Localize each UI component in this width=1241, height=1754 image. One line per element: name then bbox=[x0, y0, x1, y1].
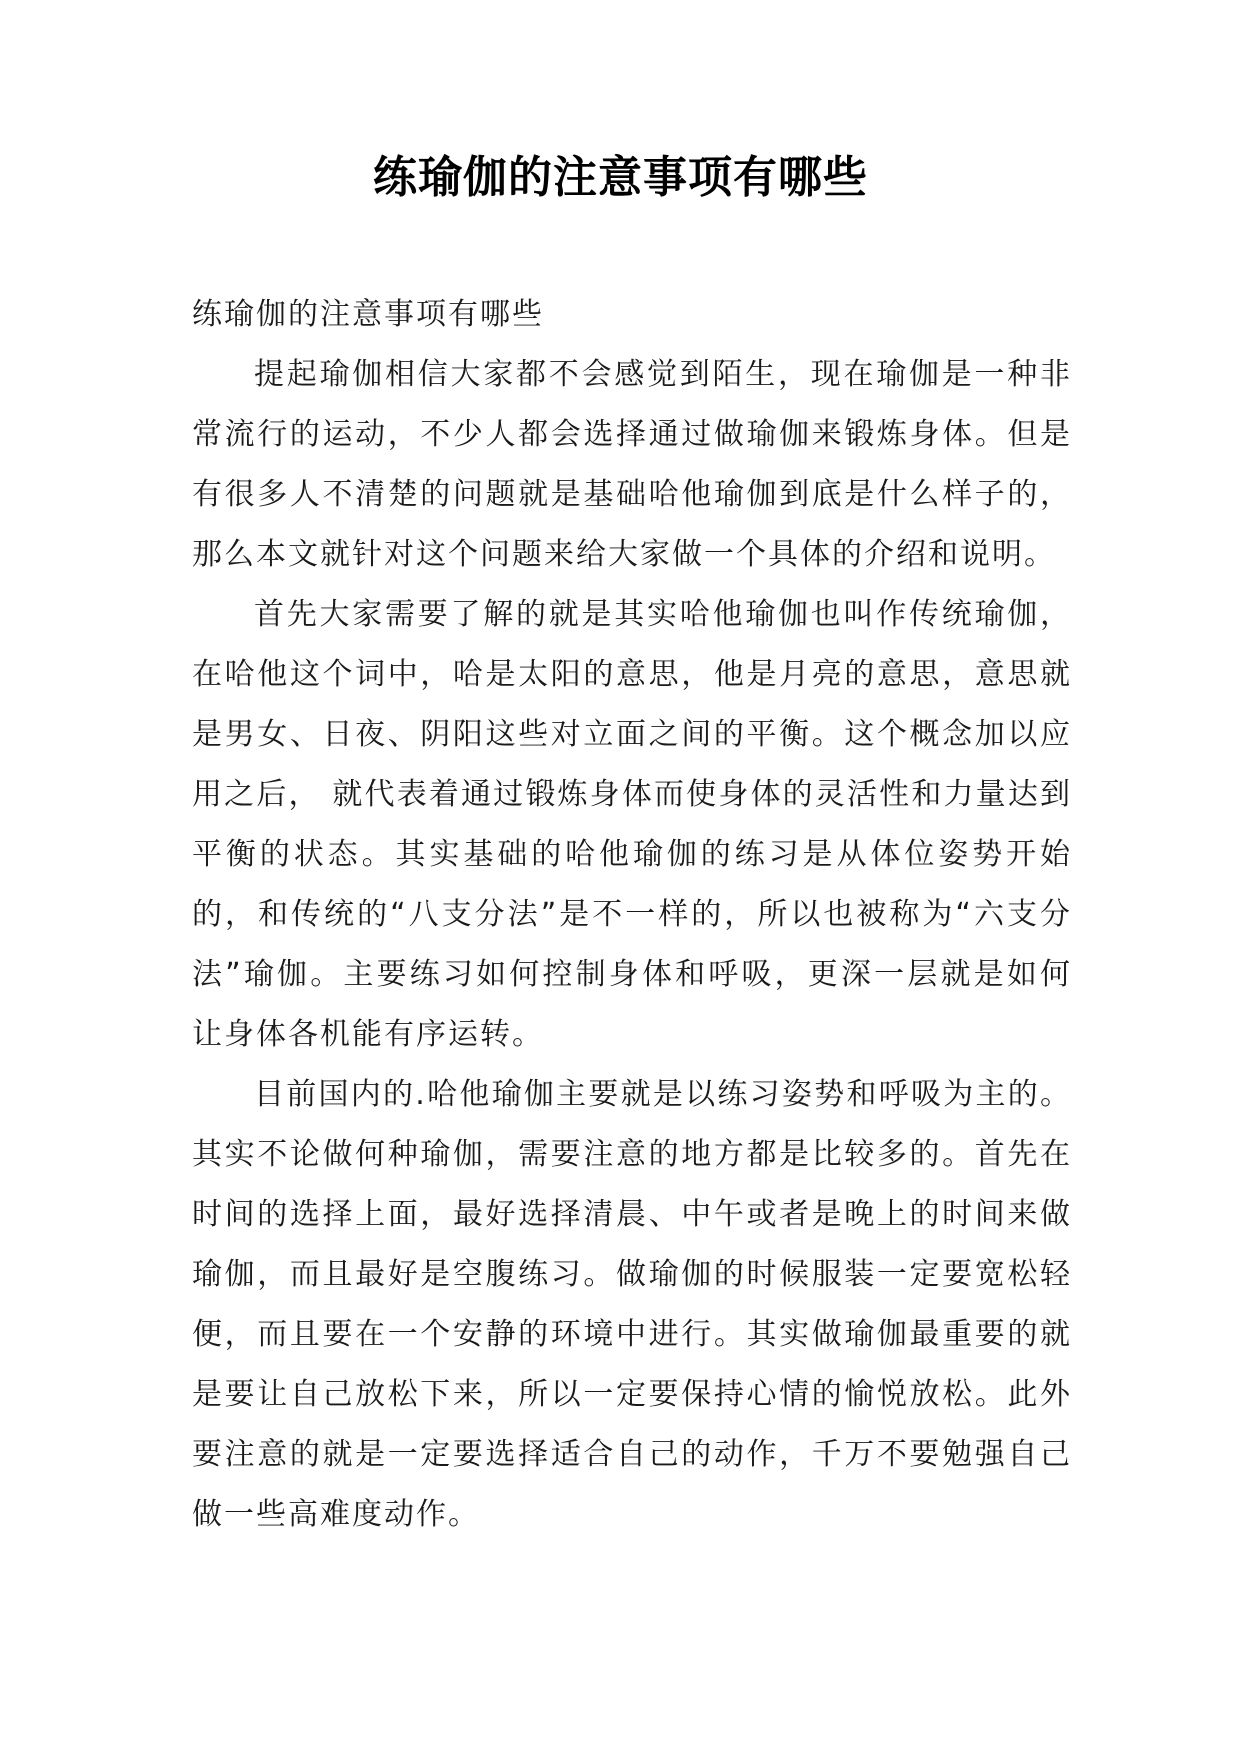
paragraph-3: 目前国内的.哈他瑜伽主要就是以练习姿势和呼吸为主的。其实不论做何种瑜伽，需要注意的地方都是比较多的。首先在时间的选择上面，最好选择清晨、中午或者是晚上的时间来做瑜伽，而且最好是空腹练习。做瑜伽的时候服装一定要宽松轻便，而且要在一个安静的环境中进行。其实做瑜伽最重要的就是要让自己放松下来，所以一定要保持心情的愉悦放松。此外要注意的就是一定要选择适合自己的动作，千万不要勉强自己做一些高难度动作。 bbox=[192, 1077, 1072, 1532]
document-subtitle: 练瑜伽的注意事项有哪些 bbox=[192, 297, 544, 332]
document-title: 练瑜伽的注意事项有哪些 bbox=[373, 152, 868, 203]
paragraph-1: 提起瑜伽相信大家都不会感觉到陌生，现在瑜伽是一种非常流行的运动，不少人都会选择通过做瑜伽来锻炼身体。但是有很多人不清楚的问题就是基础哈他瑜伽到底是什么样子的，那么本文就针对这个问题来给大家做一个具体的介绍和说明。 bbox=[192, 357, 1072, 572]
document-body bbox=[192, 285, 1072, 1545]
paragraph-2: 首先大家需要了解的就是其实哈他瑜伽也叫作传统瑜伽，在哈他这个词中，哈是太阳的意思，他是月亮的意思，意思就是男女、日夜、阴阳这些对立面之间的平衡。这个概念加以应用之后， 就代表着通过锻炼身体而使身体的灵活性和力量达到平衡的状态。其实基础的哈他瑜伽的练习是从体位姿势开始的，和传统的“八支分法”是不一样的，所以也被称为“六支分法”瑜伽。主要练习如何控制身体和呼吸，更深一层就是如何让身体各机能有序运转。 bbox=[192, 597, 1072, 1052]
